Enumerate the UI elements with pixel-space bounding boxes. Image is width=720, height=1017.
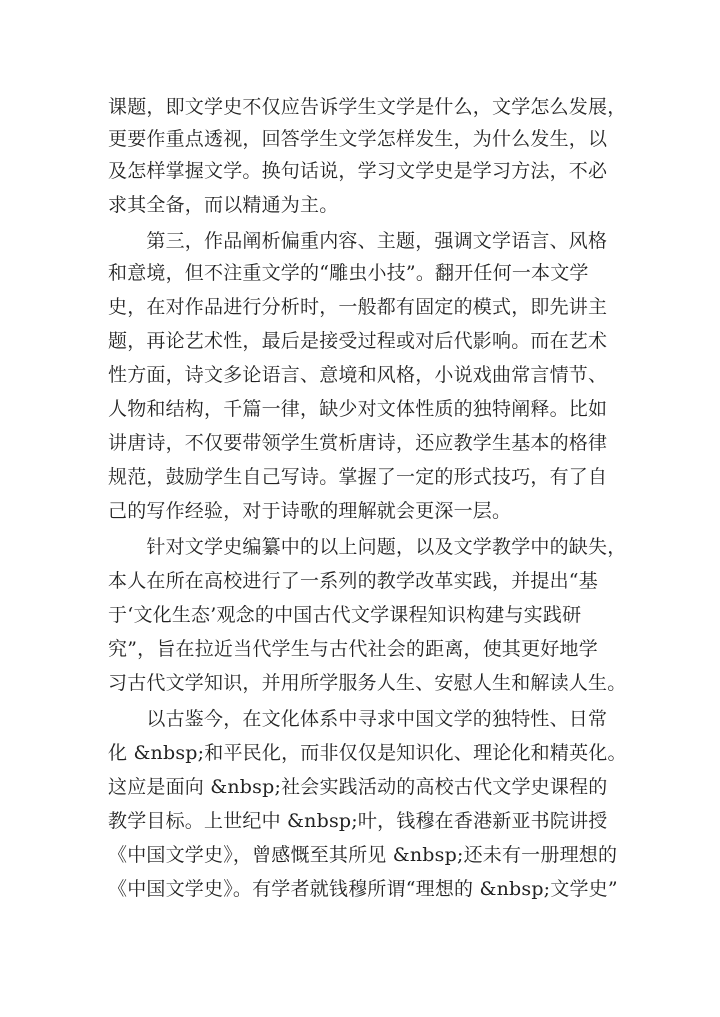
text-line: 更要作重点透视，回答学生文学怎样发生，为什么发生，以 [108,128,608,150]
text-line: 于‘文化生态’观念的中国古代文学课程知识构建与实践研 [108,604,582,626]
text-line: 化 &nbsp;和平民化，而非仅仅是知识化、理论化和精英化。 [108,742,627,764]
text-line: 本人在所在高校进行了一系列的教学改革实践，并提出“基 [108,570,598,592]
text-line: 究”，旨在拉近当代学生与古代社会的距离，使其更好地学 [108,638,598,660]
text-line: 这应是面向 &nbsp;社会实践活动的高校古代文学史课程的 [108,776,608,798]
text-line: 习古代文学知识，并用所学服务人生、安慰人生和解读人生。 [108,672,627,694]
text-line: 第三，作品阐析偏重内容、主题，强调文学语言、风格 [108,230,608,252]
text-line: 及怎样掌握文学。换句话说，学习文学史是学习方法，不必 [108,160,608,182]
text-line: 以古鉴今，在文化体系中寻求中国文学的独特性、日常 [108,708,608,730]
text-line: 《中国文学史》，曾感慨至其所见 &nbsp;还未有一册理想的 [108,844,618,866]
text-line: 和意境，但不注重文学的“雕虫小技”。翻开任何一本文学 [108,262,589,284]
text-line: 《中国文学史》。有学者就钱穆所谓“理想的 &nbsp;文学史” [108,878,618,900]
text-line: 题，再论艺术性，最后是接受过程或对后代影响。而在艺术 [108,330,608,352]
text-line: 己的写作经验，对于诗歌的理解就会更深一层。 [108,500,512,522]
text-line: 求其全备，而以精通为主。 [108,194,339,216]
text-line: 规范，鼓励学生自己写诗。掌握了一定的形式技巧，有了自 [108,466,608,488]
text-line: 性方面，诗文多论语言、意境和风格，小说戏曲常言情节、 [108,364,608,386]
text-line: 课题，即文学史不仅应告诉学生文学是什么，文学怎么发展， [108,96,627,118]
text-line: 史，在对作品进行分析时，一般都有固定的模式，即先讲主 [108,296,608,318]
text-line: 讲唐诗，不仅要带领学生赏析唐诗，还应教学生基本的格律 [108,432,608,454]
text-line: 教学目标。上世纪中 &nbsp;叶，钱穆在香港新亚书院讲授 [108,810,608,832]
text-line: 人物和结构，千篇一律，缺少对文体性质的独特阐释。比如 [108,398,608,420]
text-line: 针对文学史编纂中的以上问题，以及文学教学中的缺失， [108,536,627,558]
